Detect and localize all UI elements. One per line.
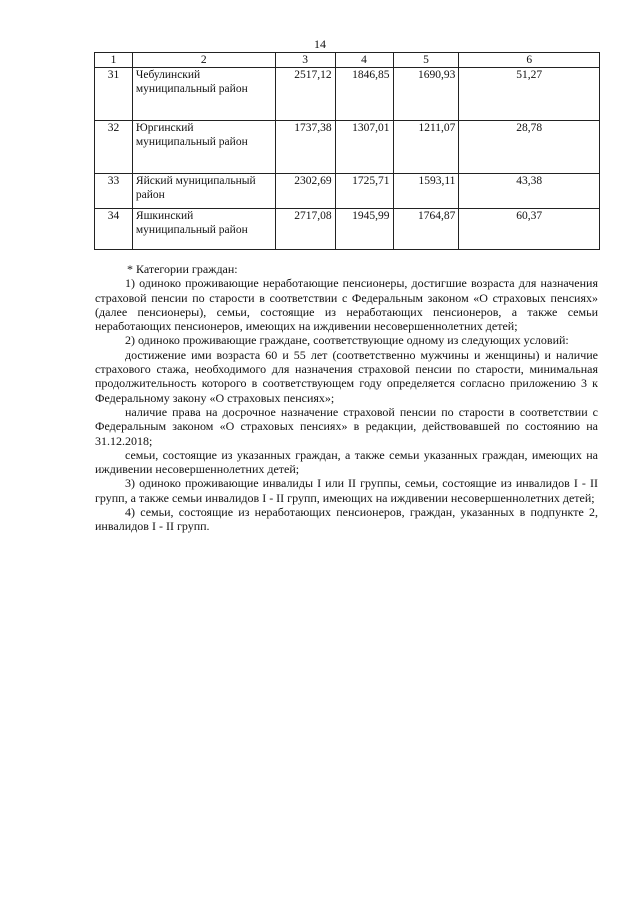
footnote-paragraph: достижение ими возраста 60 и 55 лет (соответственно мужчины и женщины) и наличие страхового стажа, необходимого для назначения страховой пенсии по старости, минимальная продолжительность которого в соответствующем году определяется согласно приложению 3 к Федеральному закону «О страховых пенсиях»; xyxy=(95,347,598,405)
footnote-paragraph: 4) семьи, состоящие из неработающих пенсионеров, граждан, указанных в подпункте 2, инвалидов I - II групп. xyxy=(95,505,598,534)
value-col4: 1945,99 xyxy=(335,209,393,250)
table-row xyxy=(95,121,600,174)
value-col6: 60,37 xyxy=(459,209,600,250)
table-header-cell: 6 xyxy=(459,53,600,68)
district-name: Яшкинский муниципальный район xyxy=(132,209,275,250)
value-col6: 28,78 xyxy=(459,121,600,174)
value-col5: 1764,87 xyxy=(393,209,459,250)
value-col4: 1307,01 xyxy=(335,121,393,174)
district-name: Яйский муниципальный район xyxy=(132,174,275,209)
table-header-row xyxy=(95,53,600,68)
district-name: Юргинский муниципальный район xyxy=(132,121,275,174)
value-col6: 43,38 xyxy=(459,174,600,209)
value-col6: 51,27 xyxy=(459,68,600,121)
value-col3: 2717,08 xyxy=(275,209,335,250)
value-col3: 2302,69 xyxy=(275,174,335,209)
value-col3: 1737,38 xyxy=(275,121,335,174)
value-col5: 1690,93 xyxy=(393,68,459,121)
value-col5: 1593,11 xyxy=(393,174,459,209)
footnote-paragraph: наличие права на досрочное назначение страховой пенсии по старости в соответствии с Федеральным законом «О страховых пенсиях» в редакции, действовавшей по состоянию на 31.12.2018; xyxy=(95,404,598,448)
row-number: 31 xyxy=(95,68,133,121)
value-col5: 1211,07 xyxy=(393,121,459,174)
table-header-cell: 3 xyxy=(275,53,335,68)
value-col3: 2517,12 xyxy=(275,68,335,121)
footnote-paragraph: семьи, состоящие из указанных граждан, а также семьи указанных граждан, имеющих на иждивении несовершеннолетних детей; xyxy=(95,447,598,477)
data-table xyxy=(94,52,600,250)
district-name: Чебулинский муниципальный район xyxy=(132,68,275,121)
table-row xyxy=(95,68,600,121)
table-header-cell: 2 xyxy=(132,53,275,68)
footnotes xyxy=(95,262,598,534)
page-number: 14 xyxy=(314,37,326,51)
footnote-paragraph: 1) одиноко проживающие неработающие пенсионеры, достигшие возраста для назначения страховой пенсии по старости в соответствии с Федеральным законом «О страховых пенсиях» (далее пенсионеры), семьи, состоящие из неработающих пенсионеров, а также семьи неработающих пенсионеров, имеющих на иждивении несовершеннолетних детей; xyxy=(95,276,598,334)
value-col4: 1725,71 xyxy=(335,174,393,209)
row-number: 33 xyxy=(95,174,133,209)
table-row xyxy=(95,209,600,250)
table-row xyxy=(95,174,600,209)
value-col4: 1846,85 xyxy=(335,68,393,121)
table-header-cell: 4 xyxy=(335,53,393,68)
row-number: 32 xyxy=(95,121,133,174)
footnote-paragraph: 3) одиноко проживающие инвалиды I или II группы, семьи, состоящие из инвалидов I - II групп, а также семьи инвалидов I - II групп, имеющих на иждивении несовершеннолетних детей; xyxy=(95,476,598,505)
footnote-caption: * Категории граждан: xyxy=(127,262,238,276)
table-header-cell: 1 xyxy=(95,53,133,68)
footnote-paragraph: 2) одиноко проживающие граждане, соответствующие одному из следующих условий: xyxy=(125,333,569,348)
table-header-cell: 5 xyxy=(393,53,459,68)
row-number: 34 xyxy=(95,209,133,250)
